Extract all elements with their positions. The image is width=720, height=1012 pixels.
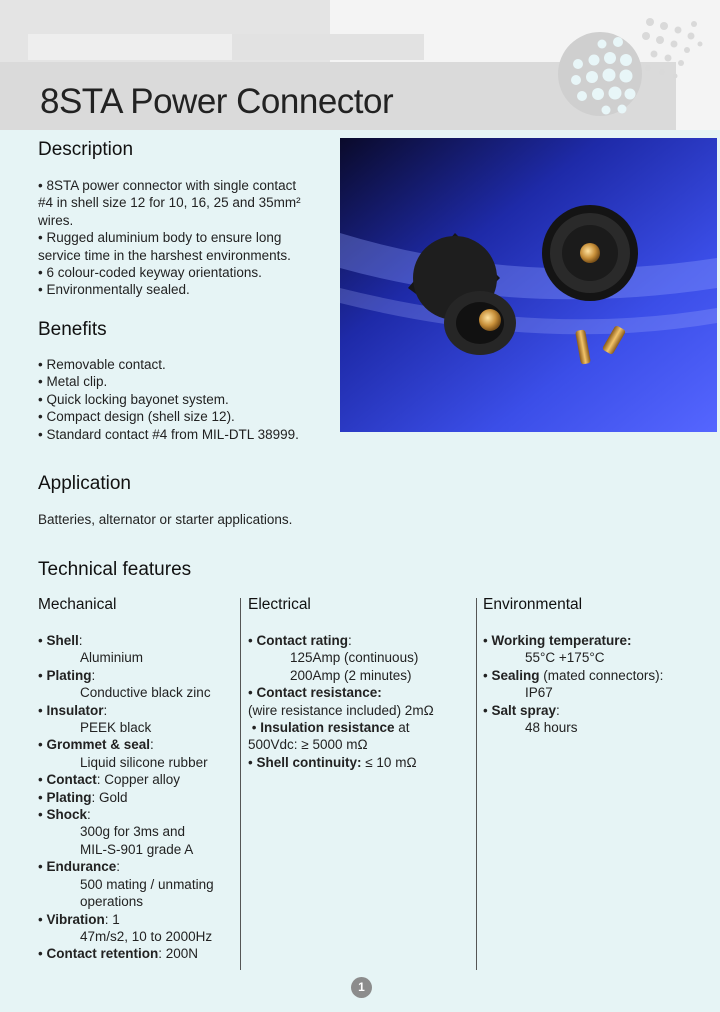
grommet-value: Liquid silicone rubber	[80, 754, 208, 770]
column-divider	[476, 598, 477, 970]
rating-value: 125Amp (continuous)	[290, 650, 419, 666]
endurance-value: operations	[80, 894, 144, 910]
temperature-value: 55°C +175°C	[525, 650, 605, 666]
insulation-value: 500Vdc: ≥ 5000 mΩ	[248, 737, 368, 753]
sealing-value: IP67	[525, 685, 553, 701]
shock-label: Shock	[46, 807, 87, 823]
temperature-label: Working temperature:	[491, 633, 632, 648]
resistance-label: Contact resistance:	[256, 685, 382, 701]
sealing-condition: (mated connectors)	[543, 667, 660, 683]
vibration-value: 47m/s2, 10 to 2000Hz	[80, 928, 213, 944]
description-heading: Description	[38, 139, 134, 160]
description-line: • 6 colour-coded keyway orientations.	[38, 265, 262, 281]
benefit-item: • Compact design (shell size 12).	[38, 409, 235, 425]
application-line: Batteries, alternator or starter applications.	[38, 512, 293, 527]
retention-label: Contact retention	[46, 946, 159, 962]
vibration-value: 1	[112, 911, 120, 927]
endurance-label: Endurance	[46, 859, 117, 875]
insulator-value: PEEK black	[80, 720, 152, 736]
header-bar-accent	[232, 34, 424, 60]
plating2-value: Gold	[99, 789, 128, 805]
electrical-list: • Contact rating: 125Amp (continuous) 200Amp (2 minutes) • Contact resistance: (wire resistance included) 2mΩ • Insulation resistance at 500Vdc: ≥ 5000 mΩ • Shell continuity: ≤ 10 mΩ	[248, 633, 434, 770]
insulation-label: Insulation resistance	[260, 720, 395, 736]
shock-value: MIL-S-901 grade A	[80, 841, 194, 857]
environmental-heading: Environmental	[483, 596, 583, 613]
rating-value: 200Amp (2 minutes)	[290, 667, 412, 683]
shock-value: 300g for 3ms and	[80, 824, 186, 840]
shell-value: Aluminium	[80, 650, 144, 666]
benefit-item: • Removable contact.	[38, 357, 166, 372]
rating-label: Contact rating	[256, 633, 348, 648]
page-title: 8STA Power Connector	[40, 82, 394, 121]
contact-label: Contact	[46, 772, 97, 788]
product-photo	[340, 138, 717, 432]
electrical-heading: Electrical	[248, 596, 311, 613]
description-line: wires.	[38, 212, 74, 228]
description-line: • 8STA power connector with single contact	[38, 178, 297, 193]
shell-label: Shell	[46, 633, 79, 648]
continuity-value: ≤ 10 mΩ	[365, 754, 417, 770]
plating2-label: Plating	[46, 789, 92, 805]
benefits-list	[38, 356, 299, 443]
benefit-item: • Standard contact #4 from MIL-DTL 38999.	[38, 426, 299, 442]
endurance-value: 500 mating / unmating	[80, 876, 214, 892]
sealing-label: Sealing	[491, 667, 540, 683]
resistance-value: (wire resistance included) 2mΩ	[248, 702, 434, 718]
technical-features-heading: Technical features	[38, 559, 192, 580]
description-text	[38, 177, 301, 299]
plating-value: Conductive black zinc	[80, 685, 211, 701]
retention-value: 200N	[165, 946, 199, 962]
description-line: • Rugged aluminium body to ensure long	[38, 230, 282, 246]
benefit-item: • Quick locking bayonet system.	[38, 391, 229, 407]
description-line: #4 in shell size 12 for 10, 16, 25 and 35mm²	[38, 195, 301, 211]
page-header	[0, 0, 720, 130]
insulator-label: Insulator	[46, 702, 104, 718]
benefits-heading: Benefits	[38, 319, 107, 340]
vibration-label: Vibration	[46, 911, 105, 927]
mechanical-list: • Shell: Aluminium • Plating: Conductive black zinc • Insulator: PEEK black • Grommet & seal: Liquid silicone rubber • Contact: Copper alloy • Plating: Gold • Shock: 300g for 3ms and MIL-S-901 grade A • Endurance: 500 mating / unmating operations • Vibration: 1 47m/s2, 10 to 2000Hz • Contact retention: 200N	[38, 633, 214, 962]
description-line: • Environmentally sealed.	[38, 282, 190, 298]
mechanical-heading: Mechanical	[38, 596, 117, 613]
application-heading: Application	[38, 473, 131, 494]
contact-value: Copper alloy	[104, 772, 181, 788]
page-number: 1	[351, 977, 372, 998]
continuity-label: Shell continuity:	[256, 754, 362, 770]
column-divider	[240, 598, 241, 970]
insulation-at: at	[398, 720, 410, 736]
grommet-label: Grommet & seal	[46, 737, 151, 753]
description-line: service time in the harshest environments.	[38, 247, 291, 263]
environmental-list: • Working temperature: 55°C +175°C • Sealing (mated connectors): IP67 • Salt spray: 48 hours	[483, 633, 664, 736]
plating-label: Plating	[46, 667, 92, 683]
salt-spray-value: 48 hours	[525, 720, 578, 736]
application-text	[38, 511, 292, 528]
salt-spray-label: Salt spray	[491, 702, 557, 718]
decorative-dots-graphic	[556, 14, 706, 124]
benefit-item: • Metal clip.	[38, 374, 108, 390]
